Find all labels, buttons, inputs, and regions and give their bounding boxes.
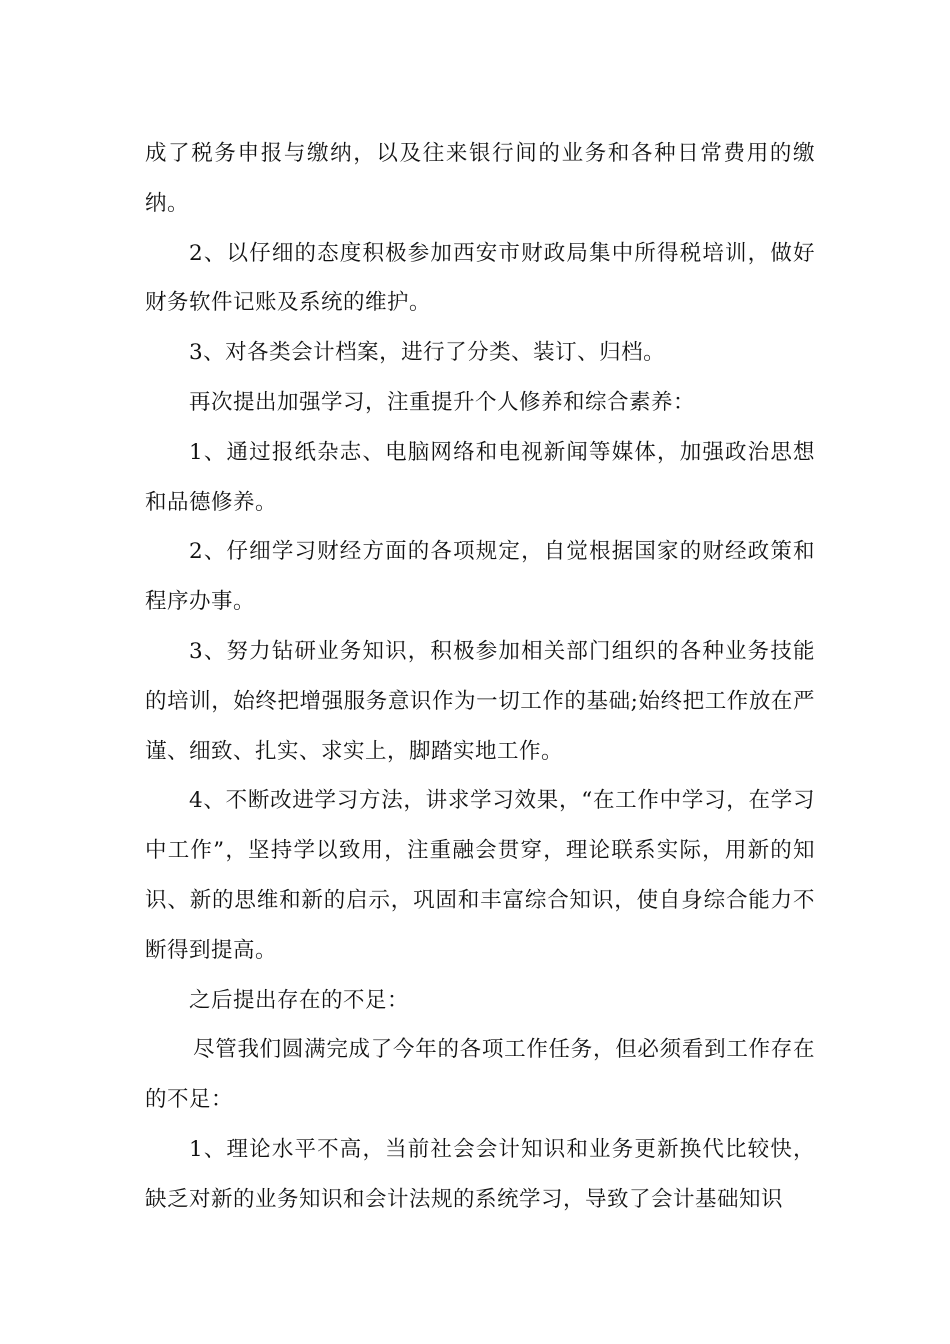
paragraph-item-1-media: 1、通过报纸杂志、电脑网络和电视新闻等媒体，加强政治思想和品德修养。 xyxy=(145,439,815,515)
paragraph-tax-filing-continued: 成了税务申报与缴纳，以及往来银行间的业务和各种日常费用的缴纳。 xyxy=(145,141,815,216)
paragraph-item-3-archives: 3、对各类会计档案，进行了分类、装订、归档。 xyxy=(189,340,666,366)
paragraph-study-heading: 再次提出加强学习，注重提升个人修养和综合素养： xyxy=(189,389,696,415)
paragraph-item-2-tax-training: 2、以仔细的态度积极参加西安市财政局集中所得税培训，做好财务软件记账及系统的维护。 xyxy=(145,240,815,316)
paragraph-shortcomings-heading: 之后提出存在的不足： xyxy=(189,987,410,1013)
paragraph-item-3-business-knowledge: 3、努力钻研业务知识，积极参加相关部门组织的各种业务技能的培训，始终把增强服务意识作为一切工作的基础;始终把工作放在严谨、细致、扎实、求实上，脚踏实地工作。 xyxy=(145,638,815,764)
paragraph-shortcomings-intro: 尽管我们圆满完成了今年的各项工作任务，但必须看到工作存在的不足： xyxy=(145,1037,815,1113)
document-body xyxy=(145,129,815,1225)
paragraph-item-2-regulations: 2、仔细学习财经方面的各项规定，自觉根据国家的财经政策和程序办事。 xyxy=(145,539,815,615)
paragraph-item-1-theory-level: 1、理论水平不高，当前社会会计知识和业务更新换代比较快，缺乏对新的业务知识和会计法规的系统学习，导致了会计基础知识 xyxy=(145,1136,815,1212)
paragraph-item-4-learning-methods: 4、不断改进学习方法，讲求学习效果，“在工作中学习，在学习中工作”，坚持学以致用，注重融会贯穿，理论联系实际，用新的知识、新的思维和新的启示，巩固和丰富综合知识，使自身综合能力不断得到提高。 xyxy=(145,788,815,963)
